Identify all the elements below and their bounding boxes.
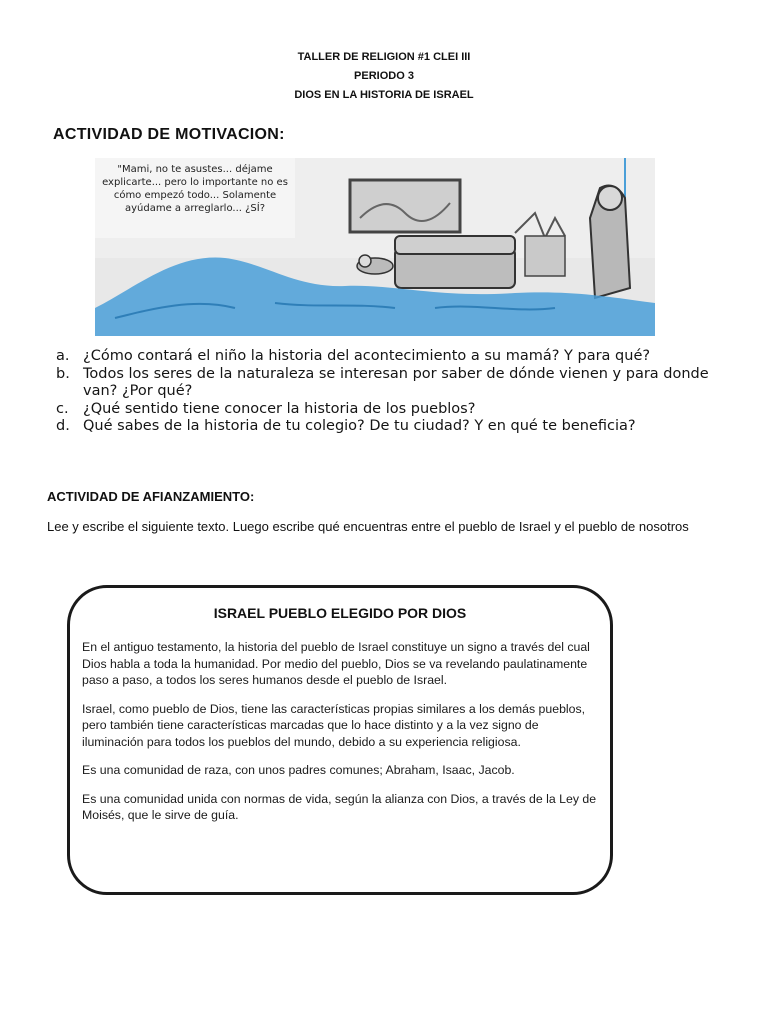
question-text: Qué sabes de la historia de tu colegio? De tu ciudad? Y en qué te beneficia? — [83, 418, 636, 434]
document-header — [0, 48, 768, 105]
instruction-text: Lee y escribe el siguiente texto. Luego escribe qué encuentras entre el pueblo de Israel y el pueblo de nosotros — [47, 519, 689, 534]
wall-painting — [350, 180, 460, 232]
reading-paragraph: Es una comunidad unida con normas de vida, según la alianza con Dios, a través de la Ley de Moisés, que le sirve de guía. — [82, 791, 597, 822]
question-item — [56, 418, 736, 436]
header-subtitle: DIOS EN LA HISTORIA DE ISRAEL — [294, 89, 474, 101]
question-text: ¿Cómo contará el niño la historia del acontecimiento a su mamá? Y para qué? — [83, 348, 651, 364]
question-text: Todos los seres de la naturaleza se interesan por saber de dónde vienen y para donde van? ¿Por qué? — [83, 365, 709, 399]
reading-box-title: ISRAEL PUEBLO ELEGIDO POR DIOS — [213, 605, 467, 621]
speech-bubble-text: "Mami, no te asustes... déjame explicarte... pero lo importante no es cómo empezó todo... Solamente ayúdame a arreglarlo... ¿SÍ? — [102, 164, 288, 214]
question-letter: a. — [56, 348, 70, 364]
motivation-heading: ACTIVIDAD DE MOTIVACION: — [53, 126, 285, 143]
question-letter: b. — [56, 365, 70, 382]
motivation-questions — [56, 348, 736, 436]
reading-box-body — [82, 639, 602, 836]
reading-paragraph: Israel, como pueblo de Dios, tiene las características propias similares a los demás pueblos, pero también tiene características marcadas que lo hace distinto y a la vez signo de iluminación para todos los pueblos del mundo, debido a su experiencia religiosa. — [82, 701, 586, 749]
question-letter: c. — [56, 400, 69, 417]
afianzamiento-heading: ACTIVIDAD DE AFIANZAMIENTO: — [47, 489, 255, 504]
question-item — [56, 348, 736, 366]
header-title: TALLER DE RELIGION #1 CLEI III — [297, 51, 471, 63]
reading-paragraph: Es una comunidad de raza, con unos padres comunes; Abraham, Isaac, Jacob. — [82, 763, 515, 777]
reading-paragraph: En el antiguo testamento, la historia del pueblo de Israel constituye un signo a través del cual Dios habla a toda la humanidad. Por medio del pueblo, Dios se va revelando paulatinamente paso a paso, a todos los seres humanos desde el pueblo de Israel. — [82, 640, 590, 687]
question-letter: d. — [56, 418, 70, 434]
question-item — [56, 366, 736, 401]
question-item — [56, 401, 736, 419]
question-text: ¿Qué sentido tiene conocer la historia de los pueblos? — [83, 400, 476, 417]
header-period: PERIODO 3 — [354, 70, 414, 82]
